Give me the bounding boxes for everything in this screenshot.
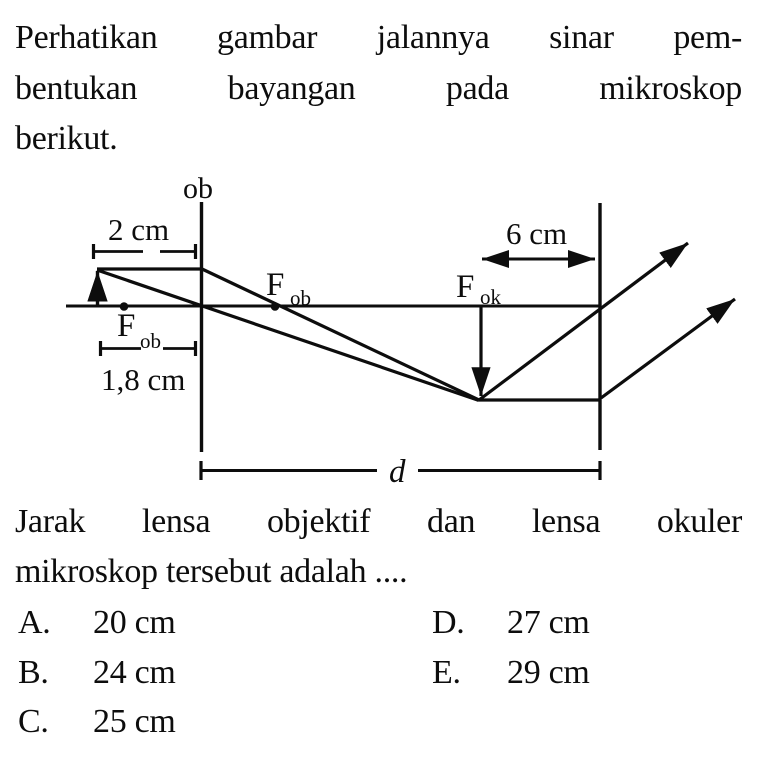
answer-options <box>15 598 742 747</box>
problem-statement-line2: bentukan bayangan pada mikroskop <box>15 69 742 107</box>
exit-ray-upper <box>479 243 688 400</box>
focal-label-f-right: F <box>266 267 285 303</box>
objective-focal-length-label: 1,8 cm <box>101 362 186 397</box>
option-b-value: 24 cm <box>93 653 176 691</box>
option-row-3 <box>15 697 742 747</box>
question <box>15 497 742 597</box>
objective-lens-label: ob <box>183 172 213 205</box>
option-c-letter: C. <box>18 703 49 740</box>
option-a-letter: A. <box>18 604 51 641</box>
problem-statement-line1: Perhatikan gambar jalannya sinar pem- <box>15 19 742 56</box>
exit-ray-lower <box>601 299 735 398</box>
option-e-letter: E. <box>432 653 461 691</box>
option-e-value: 29 cm <box>507 653 590 691</box>
ray-through-objective-focus <box>201 269 479 401</box>
focal-point-dot-right <box>271 302 280 311</box>
focal-label-sub-ok: ok <box>480 285 501 309</box>
focal-label-f-ocular: F <box>456 269 475 305</box>
question-line1: Jarak lensa objektif dan lensa okuler <box>15 503 742 540</box>
option-row-1 <box>15 598 742 648</box>
question-line2: mikroskop tersebut adalah .... <box>15 553 408 590</box>
object-distance-label: 2 cm <box>108 212 170 247</box>
lens-separation-label: d <box>389 454 406 490</box>
ocular-focal-length-label: 6 cm <box>506 216 568 251</box>
focal-label-sub-ob-right: ob <box>290 286 311 310</box>
focal-label-sub-ob-left: ob <box>140 329 161 353</box>
option-d-value: 27 cm <box>507 604 590 641</box>
problem-statement-line3: berikut. <box>15 120 118 157</box>
option-row-2 <box>15 648 742 698</box>
focal-label-f-left: F <box>117 308 136 344</box>
option-c-value: 25 cm <box>93 703 176 740</box>
option-d-letter: D. <box>432 604 465 641</box>
option-a-value: 20 cm <box>93 604 176 641</box>
option-b-letter: B. <box>18 653 49 691</box>
